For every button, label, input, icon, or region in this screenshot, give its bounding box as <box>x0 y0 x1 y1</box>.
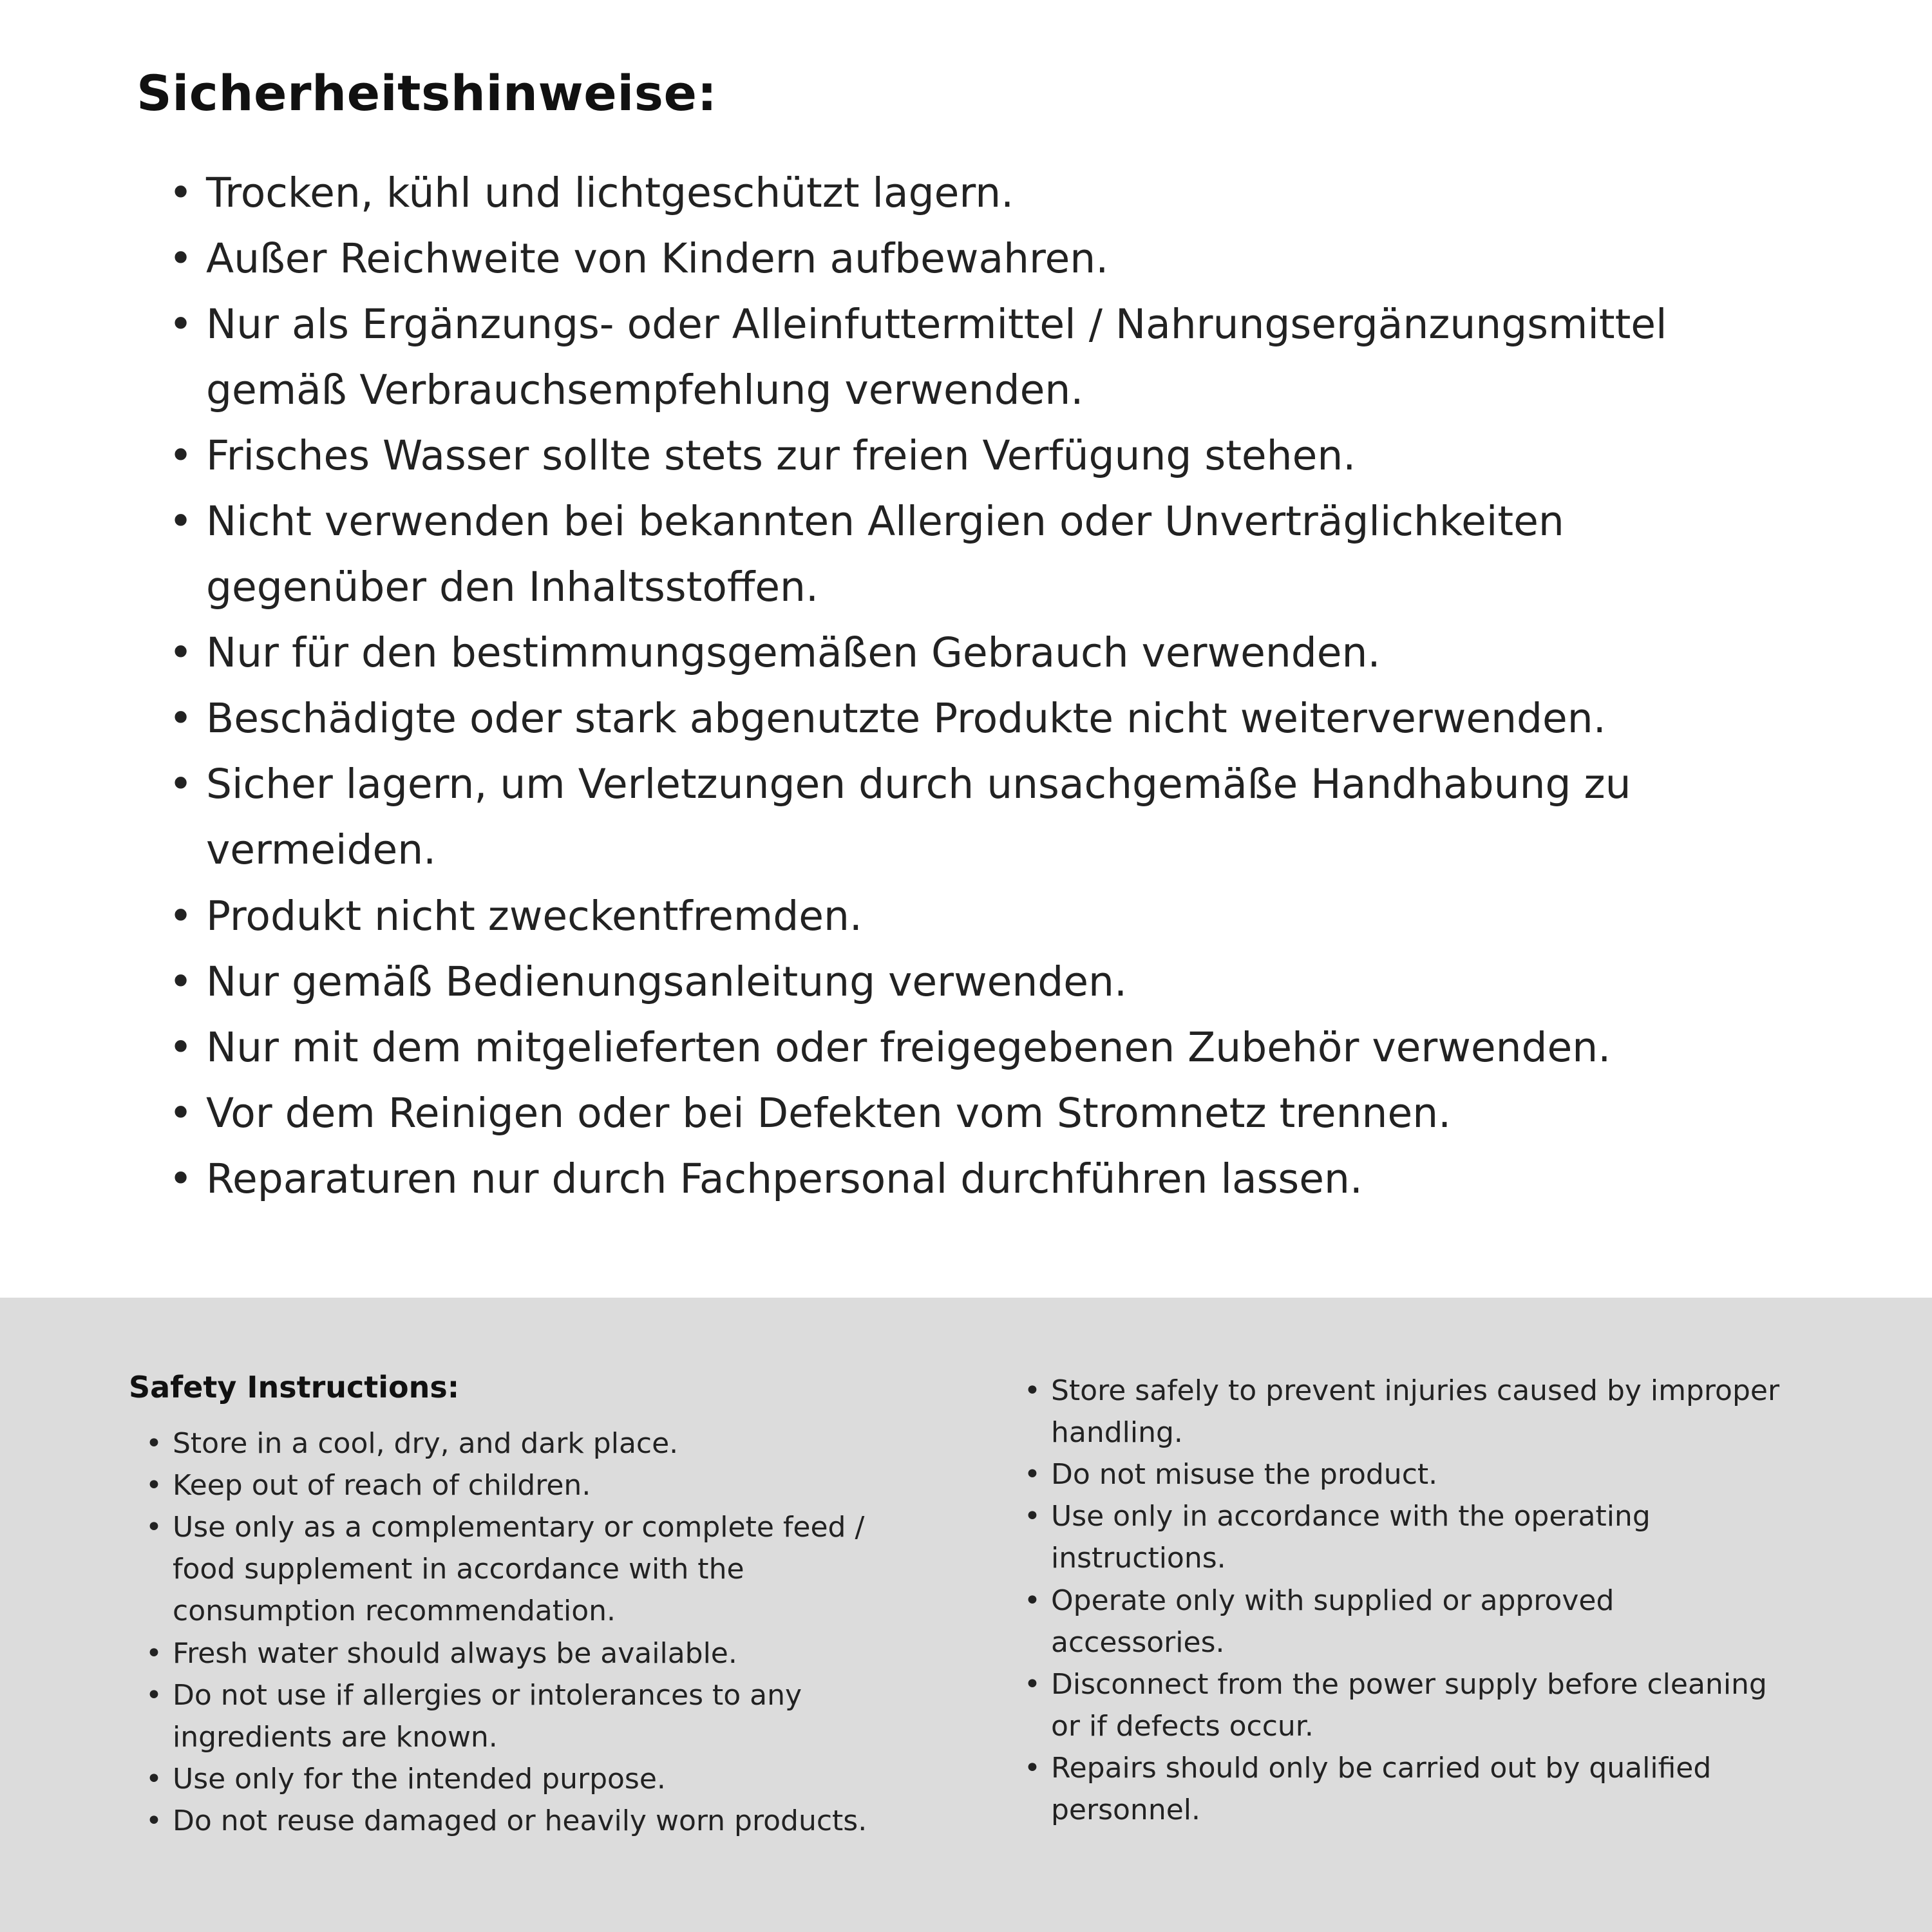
bullet-marker: • <box>1024 1667 1041 1701</box>
bullet-marker: • <box>169 498 193 545</box>
list-item-text: Use only in accordance with the operating instructions. <box>1051 1500 1651 1575</box>
bullet-marker: • <box>1024 1500 1041 1533</box>
bullet-marker: • <box>1024 1374 1041 1407</box>
bullet-marker: • <box>1024 1751 1041 1785</box>
english-left-column <box>129 1370 966 1893</box>
list-item-text: Use only for the intended purpose. <box>173 1762 666 1795</box>
list-item-text: Repairs should only be carried out by qualified personnel. <box>1051 1751 1712 1827</box>
bullet-marker: • <box>169 958 193 1005</box>
bullet-marker: • <box>169 695 193 743</box>
list-item-text: Frisches Wasser sollte stets zur freien Verfügung stehen. <box>206 432 1356 480</box>
list-item <box>146 1423 966 1464</box>
list-item-text: Nur für den bestimmungsgemäßen Gebrauch verwenden. <box>206 629 1381 677</box>
list-item <box>1024 1370 1842 1454</box>
list-item <box>169 884 1816 949</box>
list-item <box>1024 1580 1842 1663</box>
bullet-marker: • <box>146 1804 162 1837</box>
bullet-marker: • <box>169 1155 193 1202</box>
list-item-text: Vor dem Reinigen oder bei Defekten vom Stromnetz trennen. <box>206 1089 1452 1137</box>
list-item-text: Beschädigte oder stark abgenutzte Produkte nicht weiterverwenden. <box>206 695 1606 743</box>
bullet-marker: • <box>146 1762 162 1795</box>
list-item <box>169 292 1816 423</box>
list-item-text: Sicher lagern, um Verletzungen durch unsachgemäße Handhabung zu vermeiden. <box>206 761 1631 874</box>
bullet-marker: • <box>146 1511 162 1544</box>
list-item <box>146 1800 966 1842</box>
bullet-marker: • <box>146 1636 162 1670</box>
bullet-marker: • <box>169 169 193 216</box>
list-item <box>1024 1747 1842 1831</box>
list-item-text: Nur gemäß Bedienungsanleitung verwenden. <box>206 958 1127 1005</box>
english-safety-list-left <box>129 1423 966 1842</box>
list-item-text: Nur als Ergänzungs- oder Alleinfuttermittel / Nahrungsergänzungsmittel gemäß Verbrauchsempfehlung verwenden. <box>206 301 1667 414</box>
list-item <box>146 1506 966 1632</box>
list-item <box>146 1633 966 1674</box>
list-item-text: Außer Reichweite von Kindern aufbewahren. <box>206 235 1109 283</box>
list-item <box>169 1146 1816 1212</box>
list-item-text: Fresh water should always be available. <box>173 1636 737 1670</box>
list-item-text: Nicht verwenden bei bekannten Allergien oder Unverträglichkeiten gegenüber den Inhaltsstoffen. <box>206 498 1564 611</box>
bullet-marker: • <box>169 235 193 283</box>
list-item-text: Keep out of reach of children. <box>173 1469 591 1502</box>
bullet-marker: • <box>169 432 193 480</box>
list-item <box>169 752 1816 883</box>
list-item-text: Reparaturen nur durch Fachpersonal durchführen lassen. <box>206 1155 1363 1202</box>
bullet-marker: • <box>169 629 193 677</box>
bullet-marker: • <box>1024 1584 1041 1617</box>
list-item <box>169 160 1816 226</box>
english-safety-section <box>0 1298 1932 1932</box>
list-item <box>169 489 1816 620</box>
bullet-marker: • <box>169 761 193 808</box>
list-item-text: Produkt nicht zweckentfremden. <box>206 892 862 940</box>
german-section-title: Sicherheitshinweise: <box>137 64 717 122</box>
list-item-text: Trocken, kühl und lichtgeschützt lagern. <box>206 169 1014 216</box>
list-item <box>169 423 1816 489</box>
list-item <box>1024 1454 1842 1495</box>
bullet-marker: • <box>146 1427 162 1460</box>
list-item-text: Operate only with supplied or approved accessories. <box>1051 1584 1615 1659</box>
list-item-text: Nur mit dem mitgelieferten oder freigegebenen Zubehör verwenden. <box>206 1023 1611 1071</box>
list-item-text: Store safely to prevent injuries caused by improper handling. <box>1051 1374 1780 1450</box>
list-item <box>169 1015 1816 1081</box>
list-item <box>169 949 1816 1015</box>
list-item <box>1024 1663 1842 1747</box>
list-item-text: Use only as a complementary or complete feed / food supplement in accordance with the consumption recommendation. <box>173 1511 865 1628</box>
english-section-title: Safety Instructions: <box>129 1370 460 1405</box>
list-item <box>169 620 1816 686</box>
list-item-text: Disconnect from the power supply before cleaning or if defects occur. <box>1051 1667 1767 1743</box>
list-item-text: Do not use if allergies or intolerances to any ingredients are known. <box>173 1678 802 1754</box>
english-safety-list-right <box>1024 1370 1842 1831</box>
english-right-column <box>1024 1370 1842 1893</box>
list-item-text: Store in a cool, dry, and dark place. <box>173 1427 679 1460</box>
list-item <box>1024 1495 1842 1579</box>
bullet-marker: • <box>169 892 193 940</box>
bullet-marker: • <box>146 1469 162 1502</box>
list-item-text: Do not misuse the product. <box>1051 1458 1438 1492</box>
list-item-text: Do not reuse damaged or heavily worn products. <box>173 1804 867 1837</box>
list-item <box>169 1081 1816 1146</box>
list-item <box>169 226 1816 292</box>
bullet-marker: • <box>169 301 193 348</box>
list-item <box>146 1674 966 1758</box>
german-safety-list <box>137 160 1816 1212</box>
bullet-marker: • <box>146 1678 162 1712</box>
bullet-marker: • <box>1024 1458 1041 1492</box>
list-item <box>169 686 1816 752</box>
list-item <box>146 1464 966 1506</box>
bullet-marker: • <box>169 1023 193 1071</box>
list-item <box>146 1758 966 1800</box>
bullet-marker: • <box>169 1089 193 1137</box>
